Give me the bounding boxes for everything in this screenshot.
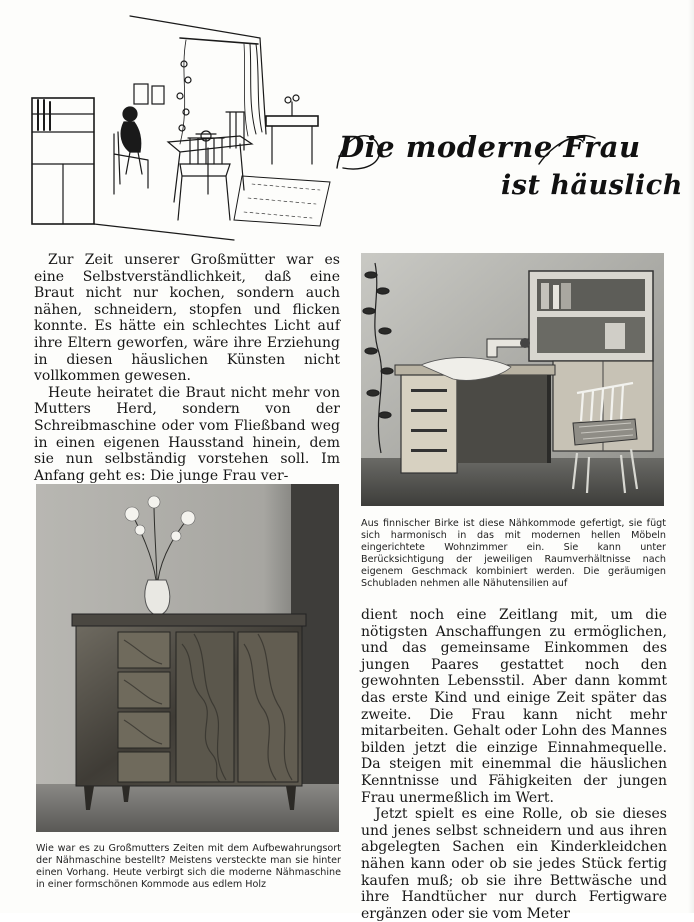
article-title	[333, 124, 683, 214]
living-room-sketch-illustration	[30, 14, 350, 246]
right-column-text	[361, 607, 667, 922]
cabinet-photo-caption: Wie war es zu Großmutters Zeiten mit dem Aufbewahrungsort der Nähmaschine bestellt? Meistens versteckte man sie hinter einen Vorhang. Heute verbirgt sich die moderne Nähmaschine in einer formschönen Kommode aus edlem Holz	[36, 843, 341, 890]
left-paragraph-2: Heute heiratet die Braut nicht mehr von Mutters Herd, sondern von der Schreibmaschine oder vom Fließband weg in einen eigenen Hausstand hinein, dem sie nun selbständig vorstehen soll. Im Anfang geht es: Die junge Frau ver-	[34, 384, 340, 484]
left-paragraph-1: Zur Zeit unserer Großmütter war es eine Selbstverständlichkeit, daß eine Braut nicht nur kochen, sondern auch nähen, schneidern, stopfen und flicken konnte. Es hätte ein schlechtes Licht auf ihre Eltern geworfen, wäre ihre Erziehung in diesen häuslichen Künsten nicht vollkommen gewesen.	[34, 252, 340, 385]
sewing-cabinet-photo	[361, 253, 664, 506]
right-paragraph-1: dient noch eine Zeitlang mit, um die nötigsten Anschaffungen zu ermöglichen, und das gemeinsame Einkommen des jungen Paares gestattet noch den gewohnten Lebensstil. Aber dann kommt das erste Kind und einige Zeit später das zweite. Die Frau kann nicht mehr mitarbeiten. Gehalt oder Lohn des Mannes bilden jetzt die einzige Einnahmequelle. Da steigen mit einemmal die häuslichen Kenntnisse und Fähigkeiten der jungen Frau unermeßlich im Wert.	[361, 607, 667, 806]
right-paragraph-2: Jetzt spielt es eine Rolle, ob sie dieses und jenes selbst schneidern und aus ihren abgelegten Sachen ein Kinderkleidchen nähen kann oder ob sie jedes Stück fertig kaufen muß; ob sie ihre Bettwäsche und ihre Handtücher nur durch Fertigware ergänzen oder sie vom Meter	[361, 806, 667, 922]
left-column-text	[34, 252, 340, 484]
wood-cabinet-photo	[36, 484, 339, 832]
title-line-2: ist häuslich	[501, 170, 683, 201]
title-line-1: Die moderne Frau	[339, 130, 641, 164]
page-edge-shadow	[688, 0, 694, 913]
sewing-photo-caption: Aus finnischer Birke ist diese Nähkommode gefertigt, sie fügt sich harmonisch in das mit modernen hellen Möbeln eingerichtete Wohnzimmer ein. Sie kann unter Berücksichtigung der jeweiligen Raumverhältnisse nach eigenem Geschmack kombiniert werden. Die geräumigen Schubladen nehmen alle Nähutensilien auf	[361, 518, 666, 589]
